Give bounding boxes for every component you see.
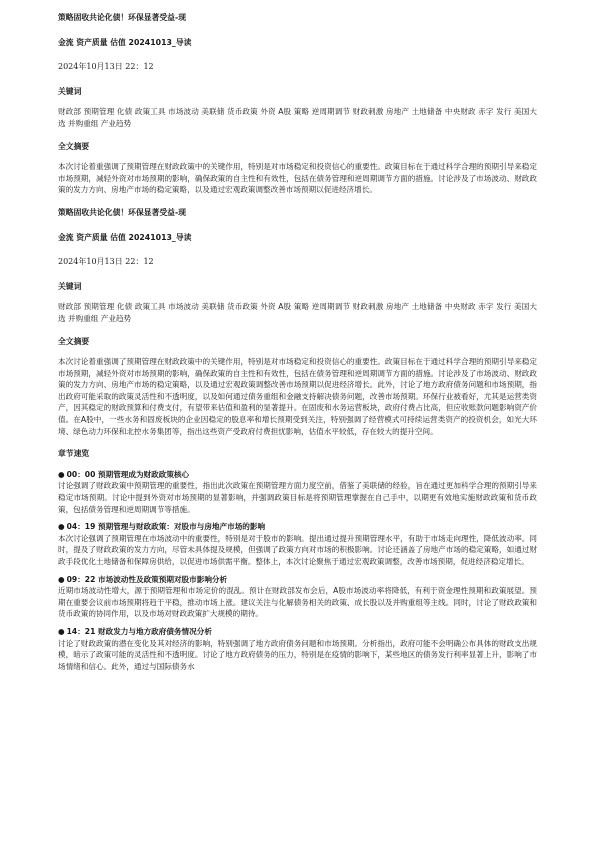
doc-date: 2024年10月13日 22：12 — [58, 257, 154, 267]
doc-block-1 — [58, 12, 537, 196]
chapter-title: ● 09：22 市场波动性及政策预期对股市影响分析 — [58, 574, 228, 584]
summary-label: 全文摘要 — [58, 141, 90, 151]
bullet-icon: ● — [58, 522, 65, 532]
bullet-icon: ● — [58, 626, 65, 636]
chapter-title: ● 04：19 预期管理与财政政策：对股市与房地产市场的影响 — [58, 522, 266, 532]
keywords-text: 财政部 预期管理 化债 政策工具 市场波动 美联储 货币政策 外资 A股 策略 逆周期调节 财政刺激 房地产 土地储备 中央财政 赤字 发行 美国大选 并购重组 产业趋势 — [58, 107, 537, 128]
chapters-label: 章节速览 — [58, 449, 90, 459]
chapter-body: 讨论了财政政策的潜在变化及其对经济的影响，特别强调了地方政府债务问题和市场预期。分析指出，政府可能不会明确公布具体的财政支出规模，暗示了政策可能的灵活性和不透明度。讨论了地方政府债务的压力，特别是在疫情的影响下，某些地区的债务发行利率显著上升，影响了市场情绪和信心。此外，通过与国际债务水 — [58, 638, 537, 671]
bullet-icon: ● — [58, 574, 65, 584]
chapter-item — [58, 574, 537, 620]
chapter-body: 本次讨论强调了预期管理在市场波动中的重要性，特别是对于股市的影响。提出通过提升预期管理水平，有助于市场走向理性，降低波动率。同时，提及了财政政策的发力方向，尽管未具体提及规模，但强调了政策方向对市场的积极影响。讨论还涵盖了房地产市场的稳定策略，如通过财政手段优化土地储备和保障房供给，以促进市场供需平衡。整体上，本次讨论聚焦于通过宏观政策调整，改善市场预期，促进经济稳定增长。 — [58, 533, 537, 566]
chapter-item — [58, 626, 537, 672]
chapter-body: 近期市场波动性增大，源于预期管理和市场定价的混乱。预计在财政部发布会后，A股市场波动率将降低，有利于资金理性预期和政策展望。预期在重要会议前市场预期将趋于平稳，推动市场上涨。建议关注与化解债务相关的政策、成长股以及并购重组等主线。同时，讨论了财政政策和货币政策的协同作用，以及市场对财政政策扩大规模的期待。 — [58, 586, 537, 619]
summary-text: 本次讨论着重强调了预期管理在财政政策中的关键作用，特别是对市场稳定和投资信心的重要性。政策目标在于通过科学合理的预期引导来稳定市场预期，减轻外资对市场预期的影响，确保政策的自主性和有效性，包括在债务管理和逆周期调节方面的措施。讨论涉及了市场波动、财政政策的发力方向、房地产市场的稳定策略，以及通过宏观政策调整改善市场预期以促进经济增长。 — [58, 162, 537, 195]
chapter-body: 讨论强调了财政政策中预期管理的重要性，指出此次政策在预期管理方面力度空前，借鉴了美联储的经验，旨在通过更加科学合理的预期引导来稳定市场预期。讨论中提到外资对市场预期的显著影响，并强调政策目标是将预期管理掌握在自己手中，以期更有效地实施财政政策和货币政策，包括债务管理和逆周期调节等措施。 — [58, 481, 537, 514]
doc-title: 策略固收共论化债！环保显著受益-现 — [58, 207, 186, 217]
doc-title: 策略固收共论化债！环保显著受益-现 — [58, 13, 186, 22]
chapter-title: ● 14：21 财政发力与地方政府债务情况分析 — [58, 626, 212, 636]
chapter-item — [58, 469, 537, 515]
summary-text: 本次讨论着重强调了预期管理在财政政策中的关键作用，特别是对市场稳定和投资信心的重要性。政策目标在于通过科学合理的预期引导来稳定市场预期，减轻外资对市场预期的影响，确保政策的自主性和有效性，包括在债务管理和逆周期调节方面的措施。讨论涉及了市场波动、财政政策的发力方向、房地产市场的稳定策略，以及通过宏观政策调整改善市场预期以促进经济增长。此外，讨论了地方政府债务问题和市场预期，指出政府可能采取的政策灵活性和不透明度，以及如何通过债务重组和金融支持解决债务问题，改善市场预期。环保行业被看好，尤其是运营类资产，因其稳定的财政预算和付费支付，有望带来估值和盈利的显著提升。在固废和水务运营板块，政府付费占比高，但应收账款问题影响资产价值。在A股中，一些水务和固废板块的企业因稳定的股息率和增长预期受到关注，特别强调了经营模式可持续运营类资产的投资机会，如光大环境、绿色动力环保和北控水务集团等，指出这些资产受政府付费担忧影响，估值水平较低，存在较大的提升空间。 — [58, 357, 537, 436]
doc-block-2 — [58, 207, 537, 437]
chapter-title: ● 00：00 预期管理成为财政政策核心 — [58, 469, 190, 479]
bullet-icon: ● — [58, 469, 65, 479]
chapter-item — [58, 521, 537, 567]
summary-label: 全文摘要 — [58, 336, 90, 346]
keywords-label: 关键词 — [58, 86, 82, 96]
doc-meta: 金流 资产质量 估值 20241013_导读 — [58, 37, 192, 47]
keywords-label: 关键词 — [58, 281, 82, 291]
doc-date: 2024年10月13日 22：12 — [58, 62, 154, 72]
keywords-text: 财政部 预期管理 化债 政策工具 市场波动 美联储 货币政策 外资 A股 策略 逆周期调节 财政刺激 房地产 土地储备 中央财政 赤字 发行 美国大选 并购重组 产业趋势 — [58, 302, 537, 323]
doc-meta: 金流 资产质量 估值 20241013_导读 — [58, 232, 192, 242]
